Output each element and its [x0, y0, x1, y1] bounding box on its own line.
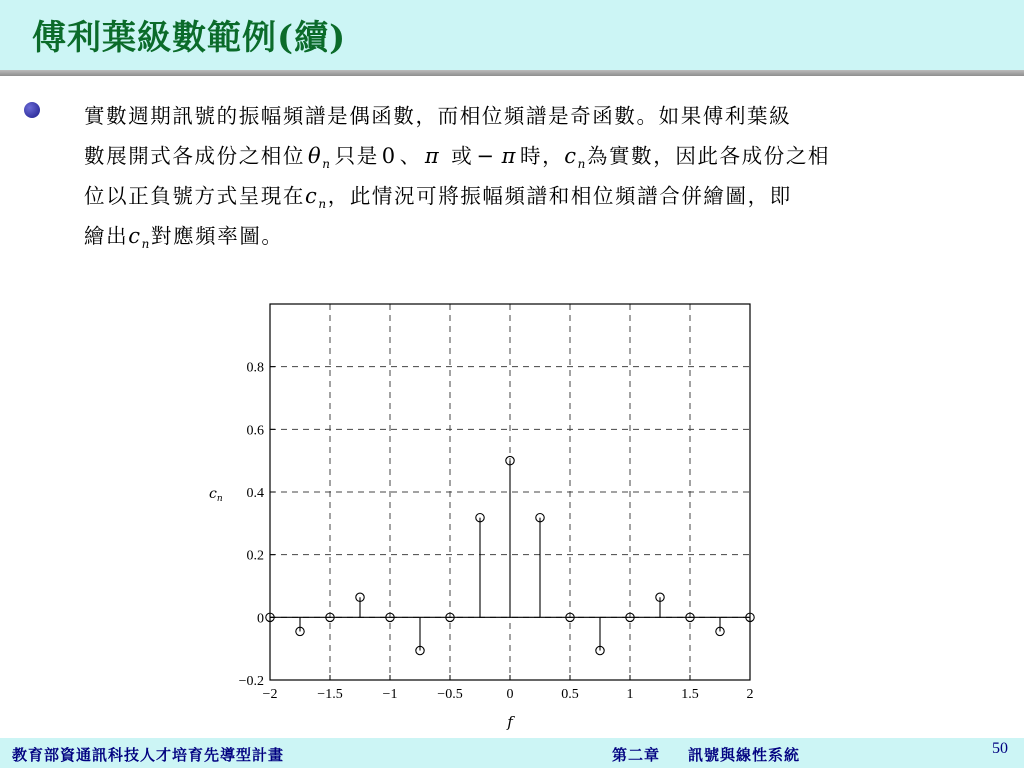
- text-segment: 或: [451, 144, 474, 168]
- header-divider: [0, 70, 1024, 76]
- y-axis-label: [209, 486, 223, 504]
- bullet-paragraph: [84, 96, 1009, 256]
- subscript-n: n: [141, 237, 151, 252]
- page-number: 50: [992, 740, 1008, 757]
- text-segment: 實數週期訊號的振幅頻譜是偶函數，而相位頻譜是奇函數。如果傅利葉級: [84, 104, 792, 128]
- x-tick-label: 2: [746, 687, 754, 702]
- x-tick-label: −1.5: [317, 687, 343, 702]
- y-tick-label: 0.8: [246, 360, 264, 376]
- stem-plot: [195, 295, 775, 735]
- x-tick-label: 0: [506, 687, 514, 702]
- paragraph-line-2: [84, 136, 1009, 176]
- c-symbol: c: [305, 184, 319, 208]
- text-segment: 為實數，因此各成份之相: [586, 144, 831, 168]
- y-label-sub: n: [216, 494, 223, 504]
- x-tick-label: 1: [626, 687, 634, 702]
- axis-ticks: [239, 361, 754, 702]
- zero-symbol: 0: [381, 144, 397, 168]
- x-tick-label: −0.5: [437, 687, 463, 702]
- paragraph-line-1: [84, 96, 1009, 136]
- c-symbol: c: [128, 224, 142, 248]
- subscript-n: n: [322, 157, 332, 172]
- subscript-n: n: [318, 197, 328, 212]
- theta-symbol: [308, 144, 332, 172]
- pi-symbol: π: [501, 144, 517, 168]
- paragraph-line-3: [84, 176, 1009, 216]
- y-tick-label: 0.4: [246, 486, 264, 501]
- text-segment: 只是: [334, 144, 379, 168]
- x-tick-label: 0.5: [561, 687, 579, 702]
- footer-topic: 訊號與線性系統: [688, 746, 801, 764]
- theta-char: θ: [308, 144, 323, 168]
- text-segment: 繪出: [84, 224, 129, 248]
- footer-program: 教育部資通訊科技人才培育先導型計畫: [12, 746, 285, 764]
- y-tick-label: −0.2: [238, 674, 264, 689]
- y-tick-label: 0.2: [246, 548, 264, 564]
- y-tick-label: 0: [257, 611, 264, 627]
- slide-footer: [0, 738, 1024, 768]
- minus-symbol: −: [476, 144, 496, 168]
- text-segment: 對應頻率圖。: [150, 224, 284, 248]
- paragraph-line-4: [84, 216, 1009, 256]
- pi-symbol: π: [424, 144, 441, 168]
- text-segment: ，此情況可將振幅頻譜和相位頻譜合併繪圖，即: [327, 184, 792, 208]
- footer-chapter: 第二章: [612, 746, 661, 764]
- slide-header: [0, 0, 1024, 70]
- y-tick-label: 0.6: [246, 423, 264, 439]
- bullet-icon: [24, 102, 40, 118]
- x-tick-label: −2: [262, 687, 278, 702]
- x-axis-label: f: [507, 713, 513, 731]
- text-segment: 位以正負號方式呈現在: [84, 184, 305, 208]
- y-label-main: c: [209, 486, 217, 502]
- text-segment: 數展開式各成份之相位: [84, 144, 305, 168]
- slide-title: 傅利葉級數範例(續): [32, 18, 347, 58]
- c-symbol: c: [564, 144, 578, 168]
- separator: 、: [399, 144, 422, 168]
- subscript-n: n: [577, 157, 587, 172]
- x-tick-label: −1: [382, 687, 398, 702]
- x-tick-label: 1.5: [681, 687, 699, 702]
- text-segment: 時，: [520, 144, 565, 168]
